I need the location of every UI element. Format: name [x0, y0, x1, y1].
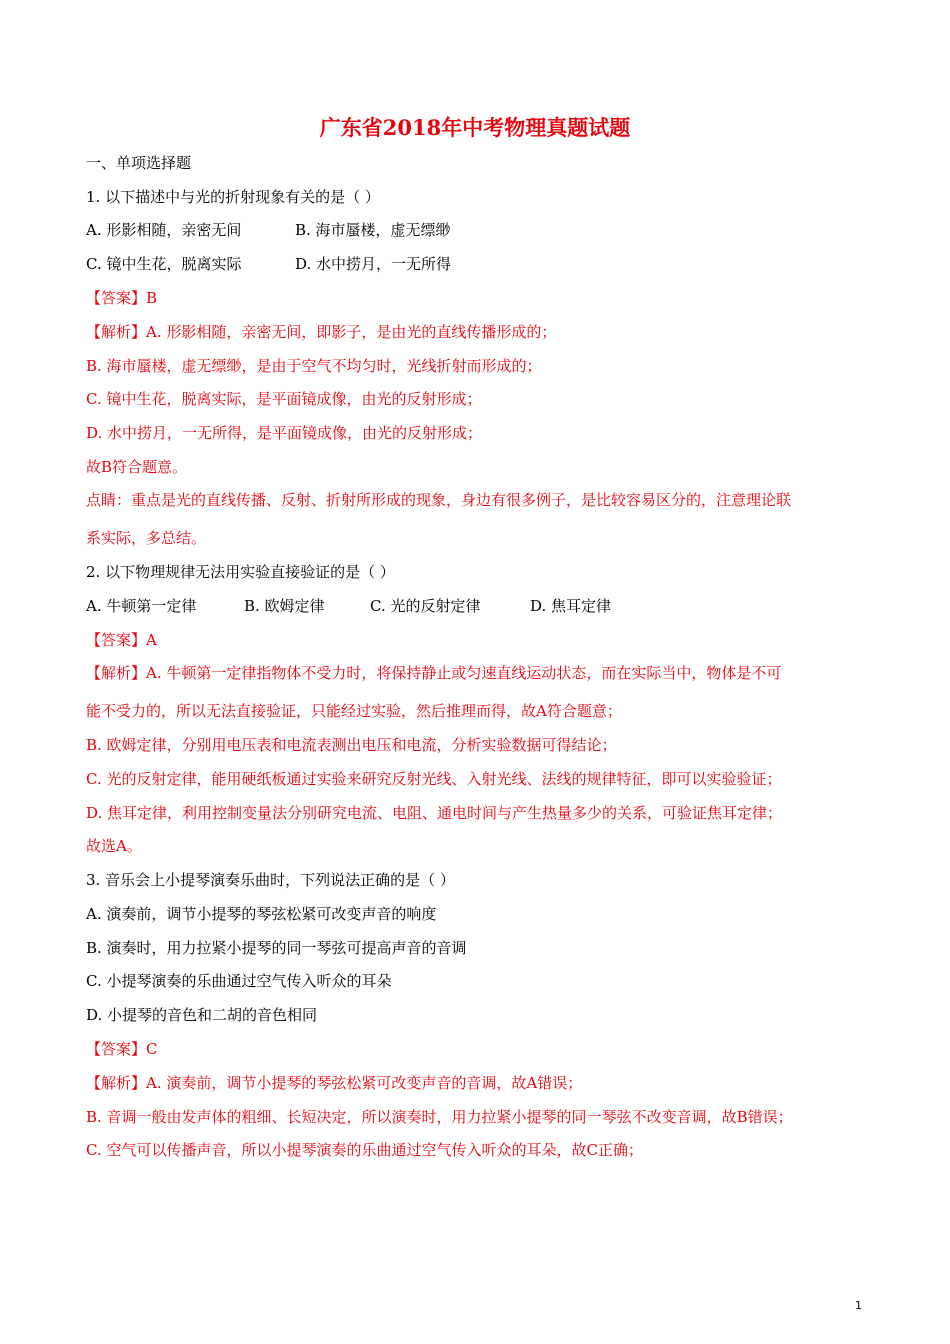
q1-options-row1 — [86, 220, 451, 240]
q3-option-d: D. 小提琴的音色和二胡的音色相同 — [86, 1006, 318, 1024]
q2-option-b: B. 欧姆定律 — [244, 597, 325, 615]
q3-option-a: A. 演奏前，调节小提琴的琴弦松紧可改变声音的响度 — [86, 905, 437, 923]
q2-conclusion: 故选A。 — [86, 837, 142, 855]
q3-analysis-a: 【解析】A. 演奏前，调节小提琴的琴弦松紧可改变声音的音调，故A错误； — [86, 1074, 583, 1092]
q1-tip-line1: 点睛：重点是光的直线传播、反射、折射所形成的现象，身边有很多例子，是比较容易区分的，注意理论联 — [86, 491, 792, 509]
q2-option-a: A. 牛顿第一定律 — [86, 597, 197, 615]
q1-analysis-d: D. 水中捞月，一无所得，是平面镜成像，由光的反射形成； — [86, 424, 483, 442]
q2-stem: 2. 以下物理规律无法用实验直接验证的是（ ） — [86, 563, 395, 581]
page-title: 广东省2018年中考物理真题试题 — [319, 115, 631, 140]
q2-options-row — [86, 596, 611, 616]
q1-stem: 1. 以下描述中与光的折射现象有关的是（ ） — [86, 188, 380, 206]
q1-answer: 【答案】B — [86, 289, 158, 307]
q3-stem: 3. 音乐会上小提琴演奏乐曲时，下列说法正确的是（ ） — [86, 871, 455, 889]
q3-analysis-b: B. 音调一般由发声体的粗细、长短决定，所以演奏时，用力拉紧小提琴的同一琴弦不改变音调，故B错误； — [86, 1108, 793, 1126]
q1-option-c: C. 镜中生花，脱离实际 — [86, 255, 242, 273]
q2-analysis-a-line2: 能不受力的，所以无法直接验证，只能经过实验，然后推理而得，故A符合题意； — [86, 702, 622, 720]
q3-answer: 【答案】C — [86, 1040, 158, 1058]
q1-conclusion: 故B符合题意。 — [86, 458, 188, 476]
q2-analysis-c: C. 光的反射定律，能用硬纸板通过实验来研究反射光线、入射光线、法线的规律特征，即可以实验验证； — [86, 770, 782, 788]
q2-analysis-b: B. 欧姆定律，分别用电压表和电流表测出电压和电流，分析实验数据可得结论； — [86, 736, 617, 754]
q2-analysis-d: D. 焦耳定律，利用控制变量法分别研究电流、电阻、通电时间与产生热量多少的关系，可验证焦耳定律； — [86, 804, 783, 822]
q1-option-a: A. 形影相随，亲密无间 — [86, 221, 242, 239]
q2-analysis-a-line1: 【解析】A. 牛顿第一定律指物体不受力时，将保持静止或匀速直线运动状态，而在实际当中，物体是不可 — [86, 664, 782, 682]
q2-option-d: D. 焦耳定律 — [530, 597, 612, 615]
q2-option-c: C. 光的反射定律 — [370, 597, 481, 615]
q1-analysis-a: 【解析】A. 形影相随，亲密无间，即影子，是由光的直线传播形成的； — [86, 323, 557, 341]
q1-option-b: B. 海市蜃楼，虚无缥缈 — [295, 221, 451, 239]
q3-option-b: B. 演奏时，用力拉紧小提琴的同一琴弦可提高声音的音调 — [86, 939, 467, 957]
section-heading: 一、单项选择题 — [86, 154, 192, 172]
q2-answer: 【答案】A — [86, 631, 157, 649]
q1-analysis-c: C. 镜中生花，脱离实际，是平面镜成像，由光的反射形成； — [86, 390, 482, 408]
q1-options-row2 — [86, 254, 451, 274]
q1-tip-line2: 系实际，多总结。 — [86, 529, 207, 547]
q1-analysis-b: B. 海市蜃楼，虚无缥缈，是由于空气不均匀时，光线折射而形成的； — [86, 357, 542, 375]
q3-analysis-c: C. 空气可以传播声音，所以小提琴演奏的乐曲通过空气传入听众的耳朵，故C正确； — [86, 1141, 643, 1159]
q1-option-d: D. 水中捞月，一无所得 — [295, 255, 452, 273]
q3-option-c: C. 小提琴演奏的乐曲通过空气传入听众的耳朵 — [86, 972, 392, 990]
page-number: 1 — [855, 1299, 862, 1312]
